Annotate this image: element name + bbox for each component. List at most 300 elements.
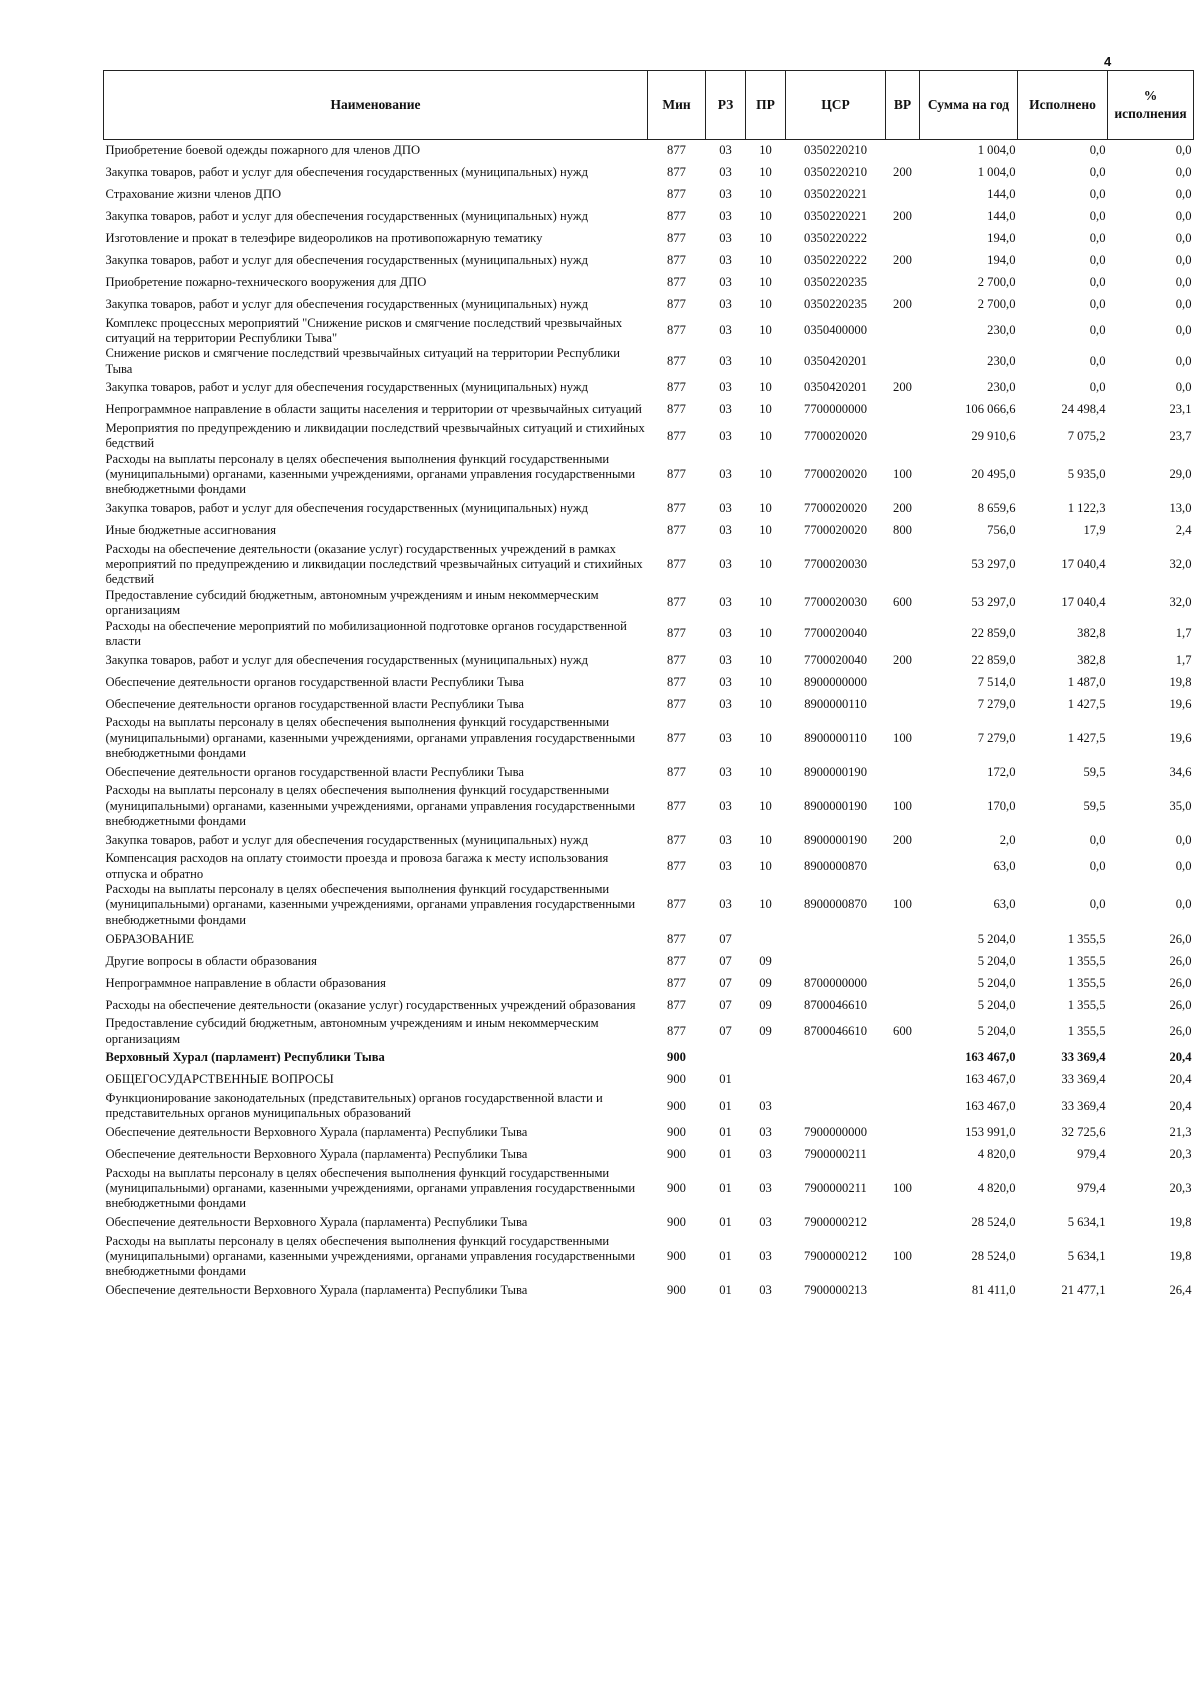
table-row bbox=[104, 399, 1194, 421]
cell-min: 877 bbox=[667, 186, 686, 201]
cell-name: Изготовление и прокат в телеэфире видеороликов на противопожарную тематику bbox=[105, 230, 543, 245]
cell-pr: 03 bbox=[759, 1098, 772, 1113]
cell-pct: 26,0 bbox=[1169, 975, 1192, 990]
table-row bbox=[104, 316, 1194, 347]
cell-vr: 100 bbox=[893, 730, 912, 745]
cell-csr: 8700046610 bbox=[804, 1023, 867, 1038]
cell-rz: 03 bbox=[719, 230, 732, 245]
cell-done: 0,0 bbox=[1089, 323, 1106, 338]
cell-sum: 29 910,6 bbox=[971, 428, 1016, 443]
cell-pct: 0,0 bbox=[1175, 186, 1192, 201]
cell-done: 1 487,0 bbox=[1067, 674, 1106, 689]
cell-done: 17,9 bbox=[1083, 523, 1106, 538]
cell-rz: 07 bbox=[719, 997, 732, 1012]
cell-pr: 10 bbox=[759, 730, 772, 745]
cell-pr: 10 bbox=[759, 764, 772, 779]
cell-min: 900 bbox=[667, 1283, 686, 1298]
cell-name: Обеспечение деятельности Верховного Хурала (парламента) Республики Тыва bbox=[105, 1215, 528, 1230]
cell-csr: 7700000000 bbox=[804, 402, 867, 417]
cell-min: 900 bbox=[667, 1050, 686, 1065]
cell-done: 0,0 bbox=[1089, 296, 1106, 311]
cell-sum: 5 204,0 bbox=[977, 975, 1016, 990]
cell-pct: 0,0 bbox=[1175, 143, 1192, 158]
cell-pct: 0,0 bbox=[1175, 252, 1192, 267]
cell-csr: 8700000000 bbox=[804, 975, 867, 990]
cell-min: 877 bbox=[667, 997, 686, 1012]
cell-vr bbox=[886, 761, 920, 783]
cell-vr bbox=[886, 928, 920, 950]
cell-csr: 7900000211 bbox=[804, 1181, 867, 1195]
header-csr: ЦСР bbox=[786, 71, 886, 140]
cell-pct: 19,6 bbox=[1169, 730, 1192, 745]
cell-name: Верховный Хурал (парламент) Республики Тыва bbox=[105, 1050, 385, 1065]
cell-pct: 26,0 bbox=[1169, 997, 1192, 1012]
cell-name: Закупка товаров, работ и услуг для обеспечения государственных (муниципальных) нужд bbox=[105, 252, 588, 267]
cell-pr: 10 bbox=[759, 557, 772, 572]
cell-min: 900 bbox=[667, 1146, 686, 1161]
cell-sum: 153 991,0 bbox=[965, 1124, 1016, 1139]
cell-pr: 10 bbox=[759, 595, 772, 610]
cell-csr bbox=[786, 1091, 886, 1122]
cell-name: Мероприятия по предупреждению и ликвидации последствий чрезвычайных ситуаций и стихийных бедствий bbox=[105, 420, 645, 451]
cell-sum: 163 467,0 bbox=[965, 1098, 1016, 1113]
cell-pr: 10 bbox=[759, 252, 772, 267]
cell-rz: 03 bbox=[719, 186, 732, 201]
cell-sum: 1 004,0 bbox=[977, 143, 1016, 158]
cell-csr: 8900000190 bbox=[804, 832, 867, 847]
cell-min: 877 bbox=[667, 975, 686, 990]
cell-name: Приобретение боевой одежды пожарного для членов ДПО bbox=[105, 143, 421, 158]
header-pr: ПР bbox=[746, 71, 786, 140]
cell-csr: 0350420201 bbox=[804, 353, 867, 368]
cell-min: 877 bbox=[667, 931, 686, 946]
cell-csr bbox=[786, 1047, 886, 1069]
cell-csr: 0350220210 bbox=[804, 143, 867, 158]
cell-min: 877 bbox=[667, 501, 686, 516]
cell-csr: 7700020020 bbox=[804, 467, 867, 482]
cell-pr: 10 bbox=[759, 296, 772, 311]
cell-rz: 07 bbox=[719, 975, 732, 990]
cell-sum: 63,0 bbox=[993, 897, 1016, 912]
cell-rz: 03 bbox=[719, 467, 732, 482]
cell-sum: 194,0 bbox=[987, 230, 1016, 245]
cell-pct: 34,6 bbox=[1169, 764, 1192, 779]
cell-name: Закупка товаров, работ и услуг для обеспечения государственных (муниципальных) нужд bbox=[105, 164, 588, 179]
cell-vr: 100 bbox=[893, 897, 912, 912]
cell-sum: 22 859,0 bbox=[971, 652, 1016, 667]
cell-csr bbox=[786, 928, 886, 950]
cell-pr: 09 bbox=[759, 1023, 772, 1038]
cell-rz: 03 bbox=[719, 859, 732, 874]
cell-pr: 03 bbox=[759, 1283, 772, 1298]
cell-sum: 1 004,0 bbox=[977, 164, 1016, 179]
cell-done: 0,0 bbox=[1089, 832, 1106, 847]
cell-pct: 26,0 bbox=[1169, 1023, 1192, 1038]
cell-done: 32 725,6 bbox=[1061, 1124, 1106, 1139]
cell-pr: 03 bbox=[759, 1249, 772, 1264]
cell-sum: 144,0 bbox=[987, 186, 1016, 201]
cell-vr bbox=[886, 272, 920, 294]
cell-name: Иные бюджетные ассигнования bbox=[105, 523, 277, 538]
cell-min: 877 bbox=[667, 626, 686, 641]
cell-csr: 8900000110 bbox=[804, 730, 867, 745]
cell-pr: 10 bbox=[759, 402, 772, 417]
cell-vr bbox=[886, 542, 920, 588]
cell-vr: 800 bbox=[893, 523, 912, 538]
cell-vr: 200 bbox=[893, 208, 912, 223]
cell-vr bbox=[886, 184, 920, 206]
table-row bbox=[104, 228, 1194, 250]
cell-vr: 200 bbox=[893, 501, 912, 516]
cell-min: 877 bbox=[667, 380, 686, 395]
cell-done: 979,4 bbox=[1077, 1146, 1106, 1161]
cell-sum: 53 297,0 bbox=[971, 595, 1016, 610]
cell-vr bbox=[886, 994, 920, 1016]
cell-min: 877 bbox=[667, 143, 686, 158]
cell-sum: 2 700,0 bbox=[977, 296, 1016, 311]
cell-pr: 10 bbox=[759, 523, 772, 538]
cell-done: 24 498,4 bbox=[1061, 402, 1106, 417]
cell-done: 17 040,4 bbox=[1061, 595, 1106, 610]
table-row bbox=[104, 162, 1194, 184]
cell-rz: 07 bbox=[719, 953, 732, 968]
cell-rz: 03 bbox=[719, 626, 732, 641]
cell-sum: 5 204,0 bbox=[977, 997, 1016, 1012]
cell-min: 877 bbox=[667, 230, 686, 245]
cell-vr bbox=[886, 316, 920, 347]
cell-csr: 7900000213 bbox=[804, 1283, 867, 1298]
cell-rz: 03 bbox=[719, 164, 732, 179]
cell-pr bbox=[746, 1047, 786, 1069]
cell-pct: 1,7 bbox=[1175, 652, 1192, 667]
cell-csr: 7700020020 bbox=[804, 523, 867, 538]
cell-pct: 29,0 bbox=[1169, 467, 1192, 482]
cell-pr: 10 bbox=[759, 696, 772, 711]
cell-pct: 19,8 bbox=[1169, 1215, 1192, 1230]
cell-pr: 10 bbox=[759, 353, 772, 368]
budget-table bbox=[103, 70, 1194, 1302]
cell-name: Расходы на выплаты персоналу в целях обеспечения выполнения функций государственными (муниципальными) органами, казенными учреждениями, органами управления государственными внебюджетными фондами bbox=[105, 1165, 636, 1211]
cell-name: Предоставление субсидий бюджетным, автономным учреждениям и иным некоммерческим организациям bbox=[105, 1016, 599, 1046]
table-row bbox=[104, 377, 1194, 399]
cell-pct: 0,0 bbox=[1175, 832, 1192, 847]
table-row bbox=[104, 1016, 1194, 1047]
cell-csr: 7900000000 bbox=[804, 1124, 867, 1139]
cell-name: ОБРАЗОВАНИЕ bbox=[105, 931, 194, 946]
cell-vr bbox=[886, 421, 920, 452]
cell-done: 0,0 bbox=[1089, 859, 1106, 874]
cell-vr bbox=[886, 1144, 920, 1166]
cell-csr bbox=[786, 950, 886, 972]
cell-done: 1 355,5 bbox=[1067, 997, 1106, 1012]
cell-done: 0,0 bbox=[1089, 208, 1106, 223]
cell-pr: 10 bbox=[759, 501, 772, 516]
cell-pr: 10 bbox=[759, 652, 772, 667]
table-body bbox=[104, 140, 1194, 1302]
cell-done: 0,0 bbox=[1089, 143, 1106, 158]
cell-csr: 7700020020 bbox=[804, 501, 867, 516]
cell-min: 877 bbox=[667, 467, 686, 482]
cell-rz: 01 bbox=[719, 1283, 732, 1298]
cell-done: 1 355,5 bbox=[1067, 1023, 1106, 1038]
cell-csr: 8900000870 bbox=[804, 859, 867, 874]
cell-pct: 0,0 bbox=[1175, 274, 1192, 289]
cell-rz: 03 bbox=[719, 296, 732, 311]
cell-sum: 8 659,6 bbox=[977, 501, 1016, 516]
cell-vr bbox=[886, 619, 920, 650]
cell-sum: 81 411,0 bbox=[971, 1283, 1016, 1298]
cell-done: 382,8 bbox=[1077, 626, 1106, 641]
cell-rz: 03 bbox=[719, 274, 732, 289]
cell-min: 877 bbox=[667, 1023, 686, 1038]
cell-pct: 35,0 bbox=[1169, 798, 1192, 813]
header-sum: Сумма на год bbox=[920, 71, 1018, 140]
table-row bbox=[104, 140, 1194, 162]
cell-done: 7 075,2 bbox=[1067, 428, 1106, 443]
cell-name: Закупка товаров, работ и услуг для обеспечения государственных (муниципальных) нужд bbox=[105, 208, 588, 223]
cell-sum: 230,0 bbox=[987, 353, 1016, 368]
cell-pct: 32,0 bbox=[1169, 595, 1192, 610]
table-row bbox=[104, 715, 1194, 761]
cell-done: 33 369,4 bbox=[1061, 1098, 1106, 1113]
table-row bbox=[104, 250, 1194, 272]
header-pct: % исполнения bbox=[1108, 71, 1194, 140]
table-row bbox=[104, 421, 1194, 452]
cell-csr: 8900000000 bbox=[804, 674, 867, 689]
cell-rz: 03 bbox=[719, 764, 732, 779]
cell-pr: 10 bbox=[759, 674, 772, 689]
cell-done: 33 369,4 bbox=[1061, 1072, 1106, 1087]
cell-name: Закупка товаров, работ и услуг для обеспечения государственных (муниципальных) нужд bbox=[105, 501, 588, 516]
cell-csr: 0350220210 bbox=[804, 164, 867, 179]
cell-min: 877 bbox=[667, 252, 686, 267]
cell-pr: 09 bbox=[759, 975, 772, 990]
cell-pct: 19,8 bbox=[1169, 674, 1192, 689]
cell-rz: 03 bbox=[719, 696, 732, 711]
cell-min: 877 bbox=[667, 296, 686, 311]
cell-vr: 200 bbox=[893, 380, 912, 395]
cell-pct: 0,0 bbox=[1175, 897, 1192, 912]
cell-rz: 03 bbox=[719, 595, 732, 610]
cell-name: Функционирование законодательных (представительных) органов государственной власти и представительных органов муниципальных образований bbox=[105, 1090, 603, 1121]
cell-pct: 20,4 bbox=[1169, 1098, 1192, 1113]
cell-name: Расходы на выплаты персоналу в целях обеспечения выполнения функций государственными (муниципальными) органами, казенными учреждениями, органами управления государственными внебюджетными фондами bbox=[105, 451, 636, 497]
cell-sum: 2,0 bbox=[999, 832, 1016, 847]
table-row bbox=[104, 272, 1194, 294]
cell-csr: 7900000212 bbox=[804, 1249, 867, 1264]
cell-pct: 23,7 bbox=[1169, 428, 1192, 443]
table-row bbox=[104, 1234, 1194, 1280]
cell-min: 900 bbox=[667, 1124, 686, 1139]
cell-pr: 10 bbox=[759, 832, 772, 847]
cell-pct: 19,8 bbox=[1169, 1249, 1192, 1264]
cell-name: Расходы на выплаты персоналу в целях обеспечения выполнения функций государственными (муниципальными) органами, казенными учреждениями, органами управления государственными внебюджетными фондами bbox=[105, 1233, 636, 1279]
cell-min: 877 bbox=[667, 595, 686, 610]
cell-vr bbox=[886, 399, 920, 421]
table-row bbox=[104, 1280, 1194, 1302]
cell-done: 1 427,5 bbox=[1067, 696, 1106, 711]
table-row bbox=[104, 498, 1194, 520]
header-name: Наименование bbox=[104, 71, 648, 140]
cell-name: Непрограммное направление в области образования bbox=[105, 975, 386, 990]
cell-min: 900 bbox=[667, 1181, 686, 1195]
table-row bbox=[104, 294, 1194, 316]
cell-sum: 163 467,0 bbox=[965, 1050, 1016, 1065]
cell-sum: 170,0 bbox=[987, 798, 1016, 813]
cell-csr bbox=[786, 1069, 886, 1091]
cell-done: 0,0 bbox=[1089, 230, 1106, 245]
cell-name: Обеспечение деятельности Верховного Хурала (парламента) Республики Тыва bbox=[105, 1283, 528, 1298]
cell-pr: 10 bbox=[759, 143, 772, 158]
cell-name: Закупка товаров, работ и услуг для обеспечения государственных (муниципальных) нужд bbox=[105, 652, 588, 667]
cell-pct: 32,0 bbox=[1169, 557, 1192, 572]
cell-csr: 7900000211 bbox=[804, 1146, 867, 1161]
table-row bbox=[104, 1212, 1194, 1234]
cell-name: Расходы на выплаты персоналу в целях обеспечения выполнения функций государственными (муниципальными) органами, казенными учреждениями, органами управления государственными внебюджетными фондами bbox=[105, 882, 636, 927]
cell-min: 877 bbox=[667, 859, 686, 874]
cell-csr: 7700020030 bbox=[804, 557, 867, 572]
header-rz: РЗ bbox=[706, 71, 746, 140]
cell-csr: 7700020020 bbox=[804, 428, 867, 443]
cell-sum: 2 700,0 bbox=[977, 274, 1016, 289]
cell-pct: 20,4 bbox=[1169, 1050, 1192, 1065]
cell-rz: 03 bbox=[719, 730, 732, 745]
cell-sum: 53 297,0 bbox=[971, 557, 1016, 572]
cell-min: 877 bbox=[667, 953, 686, 968]
cell-min: 900 bbox=[667, 1249, 686, 1264]
cell-vr bbox=[886, 972, 920, 994]
cell-name: Компенсация расходов на оплату стоимости проезда и провоза багажа к месту использования отпуска и обратно bbox=[105, 851, 609, 881]
cell-pr: 10 bbox=[759, 208, 772, 223]
cell-pct: 20,3 bbox=[1169, 1181, 1192, 1195]
cell-pr: 10 bbox=[759, 897, 772, 912]
cell-min: 877 bbox=[667, 674, 686, 689]
cell-min: 877 bbox=[667, 208, 686, 223]
cell-name: Закупка товаров, работ и услуг для обеспечения государственных (муниципальных) нужд bbox=[105, 832, 588, 847]
cell-sum: 20 495,0 bbox=[971, 467, 1016, 482]
table-row bbox=[104, 950, 1194, 972]
cell-pr: 10 bbox=[759, 274, 772, 289]
cell-done: 1 122,3 bbox=[1067, 501, 1106, 516]
table-row bbox=[104, 452, 1194, 498]
cell-vr: 200 bbox=[893, 164, 912, 179]
cell-done: 21 477,1 bbox=[1061, 1283, 1106, 1298]
cell-name: Расходы на обеспечение мероприятий по мобилизационной подготовке органов государственной власти bbox=[105, 618, 627, 648]
cell-rz: 03 bbox=[719, 208, 732, 223]
cell-name: Закупка товаров, работ и услуг для обеспечения государственных (муниципальных) нужд bbox=[105, 296, 588, 311]
cell-rz: 01 bbox=[719, 1215, 732, 1230]
cell-vr bbox=[886, 1280, 920, 1302]
table-row bbox=[104, 972, 1194, 994]
cell-pr: 03 bbox=[759, 1181, 772, 1195]
cell-pct: 0,0 bbox=[1175, 353, 1192, 368]
cell-rz: 03 bbox=[719, 252, 732, 267]
cell-pct: 19,6 bbox=[1169, 696, 1192, 711]
table-row bbox=[104, 520, 1194, 542]
cell-rz: 01 bbox=[719, 1072, 732, 1087]
cell-sum: 5 204,0 bbox=[977, 931, 1016, 946]
table-row bbox=[104, 1144, 1194, 1166]
cell-vr: 200 bbox=[893, 252, 912, 267]
table-row bbox=[104, 1166, 1194, 1212]
cell-rz: 03 bbox=[719, 798, 732, 813]
cell-rz: 03 bbox=[719, 428, 732, 443]
cell-min: 877 bbox=[667, 730, 686, 745]
cell-min: 877 bbox=[667, 353, 686, 368]
cell-rz: 03 bbox=[719, 143, 732, 158]
cell-vr bbox=[886, 1212, 920, 1234]
cell-sum: 230,0 bbox=[987, 323, 1016, 338]
cell-sum: 5 204,0 bbox=[977, 953, 1016, 968]
table-row bbox=[104, 994, 1194, 1016]
cell-done: 1 355,5 bbox=[1067, 931, 1106, 946]
cell-rz: 07 bbox=[719, 931, 732, 946]
cell-rz: 03 bbox=[719, 523, 732, 538]
cell-sum: 7 279,0 bbox=[977, 696, 1016, 711]
cell-sum: 7 514,0 bbox=[977, 674, 1016, 689]
cell-rz: 01 bbox=[719, 1146, 732, 1161]
cell-min: 877 bbox=[667, 557, 686, 572]
cell-rz: 03 bbox=[719, 652, 732, 667]
cell-min: 877 bbox=[667, 764, 686, 779]
table-row bbox=[104, 671, 1194, 693]
cell-min: 877 bbox=[667, 832, 686, 847]
cell-vr bbox=[886, 1091, 920, 1122]
cell-vr bbox=[886, 693, 920, 715]
table-row bbox=[104, 882, 1194, 928]
cell-csr: 8900000190 bbox=[804, 798, 867, 813]
cell-done: 0,0 bbox=[1089, 353, 1106, 368]
table-row bbox=[104, 928, 1194, 950]
cell-pr bbox=[746, 1069, 786, 1091]
cell-sum: 4 820,0 bbox=[977, 1181, 1016, 1195]
table-row bbox=[104, 1122, 1194, 1144]
cell-min: 877 bbox=[667, 428, 686, 443]
cell-rz: 03 bbox=[719, 501, 732, 516]
cell-vr: 600 bbox=[893, 595, 912, 610]
cell-vr: 200 bbox=[893, 832, 912, 847]
cell-vr: 100 bbox=[893, 798, 912, 813]
cell-sum: 172,0 bbox=[987, 764, 1016, 779]
cell-name: Непрограммное направление в области защиты населения и территории от чрезвычайных ситуаций bbox=[105, 402, 642, 417]
cell-rz: 03 bbox=[719, 832, 732, 847]
cell-pct: 26,0 bbox=[1169, 953, 1192, 968]
page-number: 4 bbox=[1104, 54, 1112, 69]
cell-done: 0,0 bbox=[1089, 252, 1106, 267]
cell-vr bbox=[886, 346, 920, 377]
cell-name: Страхование жизни членов ДПО bbox=[105, 186, 282, 201]
table-row bbox=[104, 619, 1194, 650]
cell-pr: 10 bbox=[759, 859, 772, 874]
cell-csr: 8900000870 bbox=[804, 897, 867, 912]
cell-pct: 1,7 bbox=[1175, 626, 1192, 641]
table-row bbox=[104, 1091, 1194, 1122]
cell-done: 0,0 bbox=[1089, 274, 1106, 289]
cell-csr: 7900000212 bbox=[804, 1215, 867, 1230]
cell-csr: 8900000110 bbox=[804, 696, 867, 711]
header-done: Исполнено bbox=[1018, 71, 1108, 140]
cell-done: 33 369,4 bbox=[1061, 1050, 1106, 1065]
cell-pr bbox=[746, 928, 786, 950]
cell-pr: 10 bbox=[759, 428, 772, 443]
cell-pct: 0,0 bbox=[1175, 230, 1192, 245]
cell-name: ОБЩЕГОСУДАРСТВЕННЫЕ ВОПРОСЫ bbox=[105, 1072, 334, 1087]
cell-rz: 03 bbox=[719, 353, 732, 368]
table-row bbox=[104, 346, 1194, 377]
cell-pct: 0,0 bbox=[1175, 859, 1192, 874]
cell-done: 5 634,1 bbox=[1067, 1215, 1106, 1230]
table-row bbox=[104, 588, 1194, 619]
